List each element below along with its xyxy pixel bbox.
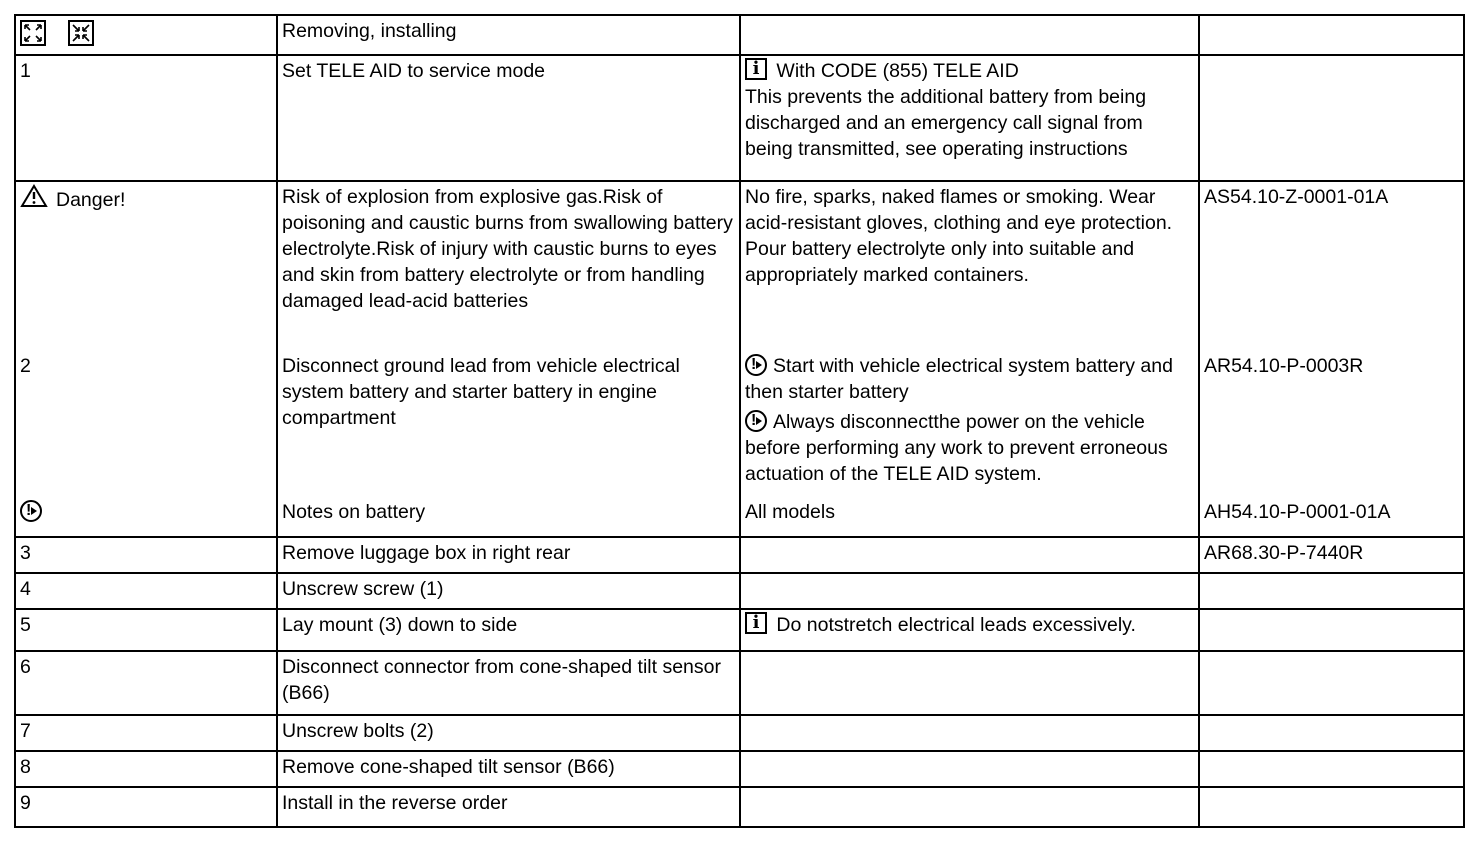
notice-icon — [745, 354, 767, 376]
battery-note: All models — [740, 497, 1199, 537]
step-ref — [1199, 715, 1464, 751]
step-number: 6 — [15, 651, 277, 715]
step-number: 1 — [15, 55, 277, 181]
step-action: Unscrew screw (1) — [277, 573, 740, 609]
step-ref: AR68.30-P-7440R — [1199, 537, 1464, 573]
step-number: 5 — [15, 609, 277, 651]
step-note — [740, 651, 1199, 715]
battery-icon-cell — [15, 497, 277, 537]
note-text: Do notstretch electrical leads excessively. — [776, 614, 1136, 636]
step-action: Set TELE AID to service mode — [277, 55, 740, 181]
step-ref: AR54.10-P-0003R — [1199, 351, 1464, 497]
step-note — [740, 573, 1199, 609]
danger-ref: AS54.10-Z-0001-01A — [1199, 181, 1464, 351]
step-number: 7 — [15, 715, 277, 751]
battery-action: Notes on battery — [277, 497, 740, 537]
danger-row — [15, 181, 1464, 351]
header-title: Removing, installing — [277, 15, 740, 55]
step-row-4 — [15, 573, 1464, 609]
step-row-3 — [15, 537, 1464, 573]
step-ref — [1199, 573, 1464, 609]
step-note — [740, 751, 1199, 787]
step-action: Disconnect connector from cone-shaped tilt sensor (B66) — [277, 651, 740, 715]
step-number: 4 — [15, 573, 277, 609]
note-title: With CODE (855) TELE AID — [776, 60, 1019, 82]
step-ref — [1199, 609, 1464, 651]
step-note — [740, 351, 1199, 497]
step-ref — [1199, 751, 1464, 787]
notice-icon — [20, 500, 42, 522]
battery-ref: AH54.10-P-0001-01A — [1199, 497, 1464, 537]
remove-icon — [20, 20, 46, 46]
info-icon — [745, 612, 767, 634]
warning-triangle-icon — [20, 184, 48, 208]
danger-label: Danger! — [56, 189, 126, 211]
step-note — [740, 715, 1199, 751]
step-number: 2 — [15, 351, 277, 497]
step-action: Disconnect ground lead from vehicle electrical system battery and starter battery in engine compartment — [277, 351, 740, 497]
step-number: 9 — [15, 787, 277, 827]
note-2: Always disconnectthe power on the vehicle before performing any work to prevent erroneous actuation of the TELE AID system. — [745, 411, 1168, 485]
step-action: Remove luggage box in right rear — [277, 537, 740, 573]
step-row-1 — [15, 55, 1464, 181]
battery-notes-row — [15, 497, 1464, 537]
header-icons-cell — [15, 15, 277, 55]
note-1: Start with vehicle electrical system battery and then starter battery — [745, 355, 1173, 403]
info-icon — [745, 58, 767, 80]
step-action: Remove cone-shaped tilt sensor (B66) — [277, 751, 740, 787]
step-ref — [1199, 55, 1464, 181]
install-icon — [68, 20, 94, 46]
danger-label-cell — [15, 181, 277, 351]
step-row-6 — [15, 651, 1464, 715]
header-empty-4 — [1199, 15, 1464, 55]
step-action: Install in the reverse order — [277, 787, 740, 827]
note-text: This prevents the additional battery from being discharged and an emergency call signal from being transmitted, see operating instructions — [745, 86, 1147, 160]
step-note — [740, 787, 1199, 827]
step-note — [740, 55, 1199, 181]
step-action: Unscrew bolts (2) — [277, 715, 740, 751]
step-row-8 — [15, 751, 1464, 787]
step-row-5 — [15, 609, 1464, 651]
step-note — [740, 537, 1199, 573]
danger-risk: Risk of explosion from explosive gas.Risk of poisoning and caustic burns from swallowing battery electrolyte.Risk of injury with caustic burns to eyes and skin from battery electrolyte or from handling damaged lead-acid batteries — [277, 181, 740, 351]
procedure-table — [14, 14, 1465, 828]
header-empty-3 — [740, 15, 1199, 55]
step-ref — [1199, 787, 1464, 827]
step-row-7 — [15, 715, 1464, 751]
step-action: Lay mount (3) down to side — [277, 609, 740, 651]
step-note — [740, 609, 1199, 651]
step-number: 3 — [15, 537, 277, 573]
step-row-9 — [15, 787, 1464, 827]
step-number: 8 — [15, 751, 277, 787]
header-row — [15, 15, 1464, 55]
danger-precaution: No fire, sparks, naked flames or smoking. Wear acid-resistant gloves, clothing and eye protection. Pour battery electrolyte only into suitable and appropriately marked containers. — [740, 181, 1199, 351]
notice-icon — [745, 410, 767, 432]
step-ref — [1199, 651, 1464, 715]
step-row-2 — [15, 351, 1464, 497]
